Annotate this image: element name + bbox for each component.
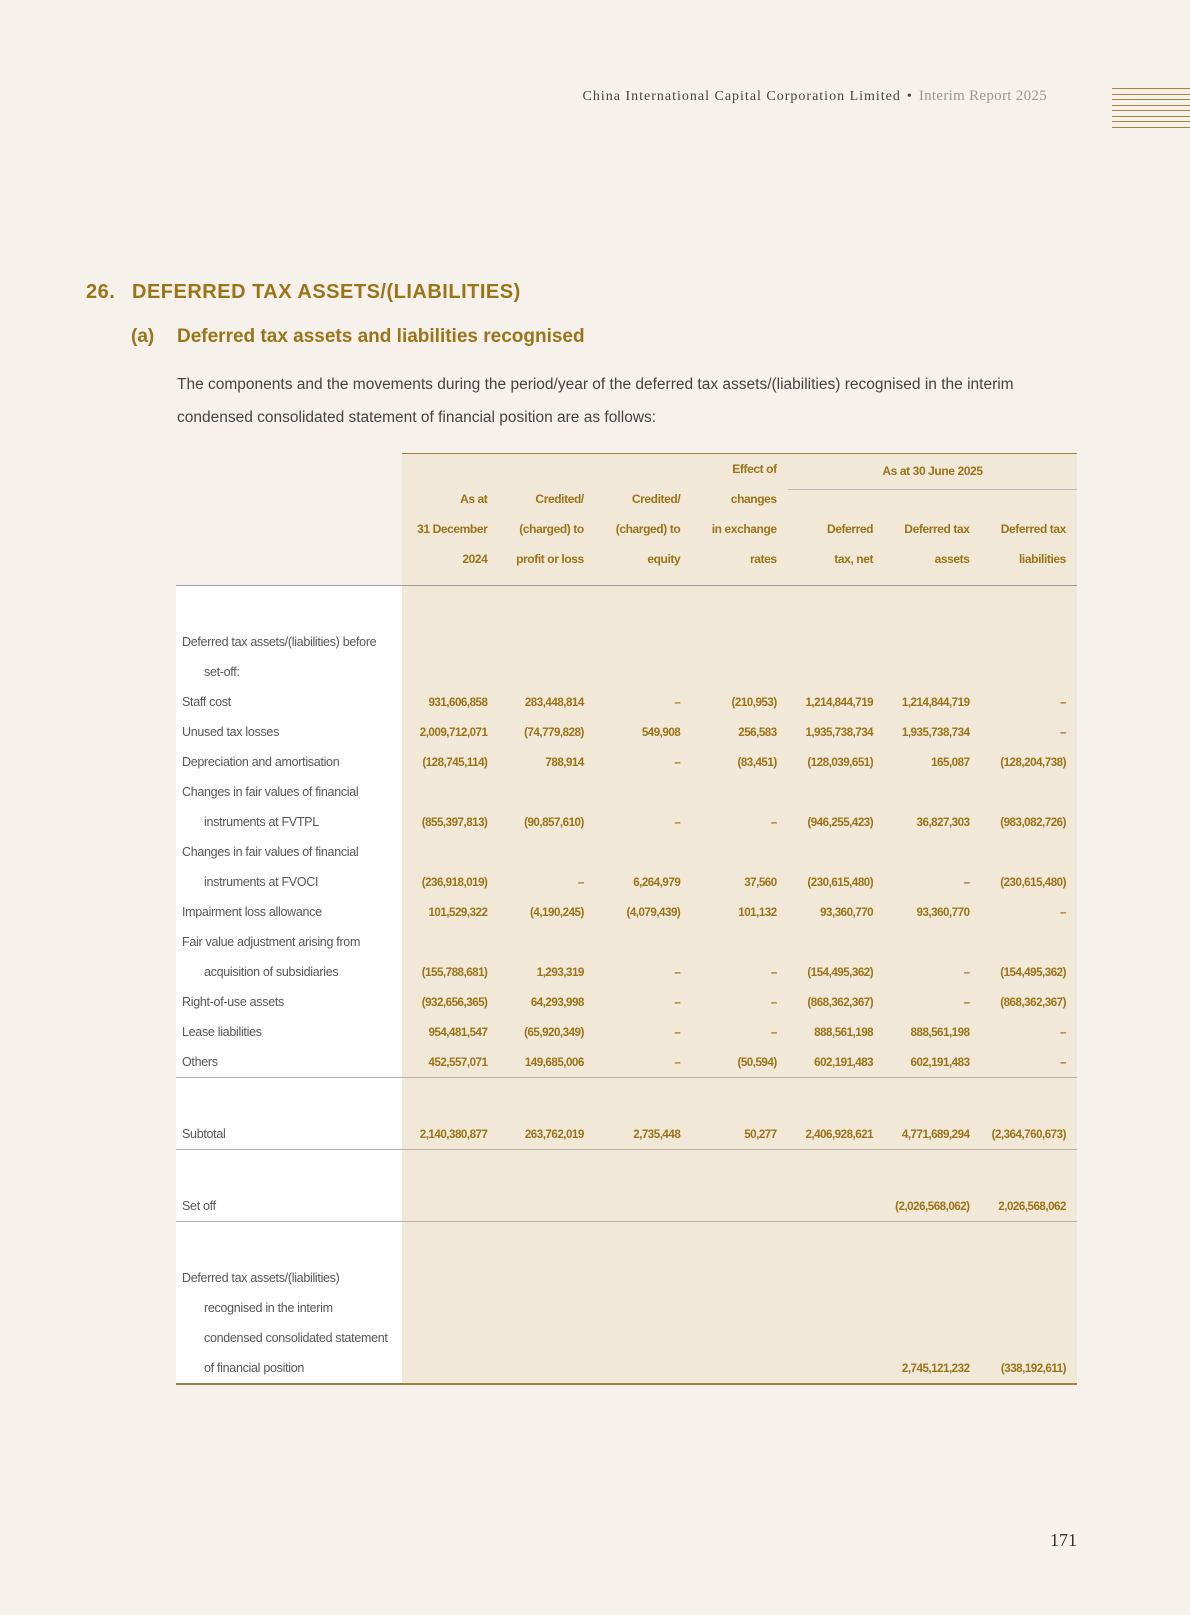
value-cell: 2,735,448	[633, 1127, 681, 1141]
value-cell: –	[963, 965, 970, 979]
company-name: China International Capital Corporation Limited	[582, 89, 901, 104]
value-cell: 149,685,006	[524, 1055, 584, 1069]
value-cell: –	[1060, 905, 1066, 919]
value-cell: 1,293,319	[536, 965, 584, 979]
value-cell: –	[577, 875, 584, 889]
row-label: Unused tax losses	[182, 725, 280, 739]
table-row	[176, 777, 1077, 807]
value-cell: –	[674, 695, 681, 709]
value-cell: 283,448,814	[524, 695, 584, 709]
value-cell: 36,827,303	[916, 815, 970, 829]
table-header	[176, 454, 1077, 586]
value-cell: 931,606,858	[428, 695, 488, 709]
row-label: recognised in the interim	[204, 1301, 333, 1315]
value-cell: (128,204,738)	[1000, 755, 1066, 769]
header-row	[176, 514, 1077, 544]
value-cell: –	[770, 1025, 777, 1039]
value-cell: –	[1060, 695, 1066, 709]
value-cell: 954,481,547	[428, 1025, 488, 1039]
subsection-heading	[131, 326, 585, 348]
row-label: of financial position	[204, 1361, 305, 1375]
value-cell: (338,192,611)	[1000, 1361, 1066, 1375]
column-header-cell: profit or loss	[516, 552, 584, 566]
column-header-cell: Credited/	[631, 492, 681, 506]
value-cell: 64,293,998	[530, 995, 584, 1009]
row-label: Others	[182, 1055, 218, 1069]
column-header-cell: in exchange	[711, 522, 777, 536]
value-cell: 602,191,483	[910, 1055, 970, 1069]
value-cell: (932,656,365)	[421, 995, 488, 1009]
report-name: Interim Report 2025	[918, 88, 1047, 104]
value-cell: (236,918,019)	[421, 875, 488, 889]
value-cell: –	[770, 995, 777, 1009]
column-header-cell: Deferred	[826, 522, 874, 536]
section-spacer	[176, 586, 1077, 627]
row-label: Right-of-use assets	[182, 995, 284, 1009]
table-row	[176, 1017, 1077, 1047]
row-label: Depreciation and amortisation	[182, 755, 340, 769]
value-cell: 37,560	[744, 875, 777, 889]
table-row	[176, 1323, 1077, 1353]
table-row	[176, 717, 1077, 747]
value-cell: (946,255,423)	[807, 815, 874, 829]
value-cell: –	[674, 1055, 681, 1069]
value-cell: –	[1060, 1025, 1066, 1039]
value-cell: (74,779,828)	[524, 725, 584, 739]
span-header-rule	[788, 489, 1077, 490]
value-cell: 2,140,380,877	[419, 1127, 488, 1141]
value-cell: 1,935,738,734	[901, 725, 970, 739]
column-header-cell: As at	[460, 492, 488, 506]
table-row	[176, 927, 1077, 957]
value-cell: (90,857,610)	[524, 815, 584, 829]
column-header-cell: 31 December	[417, 522, 488, 536]
value-cell: –	[770, 815, 777, 829]
intro-paragraph: The components and the movements during the period/year of the deferred tax assets/(liabilities) recognised in the interim condensed consolidated statement of financial position are as follows:	[177, 376, 1014, 426]
value-cell: (154,495,362)	[807, 965, 874, 979]
value-cell: –	[963, 875, 970, 889]
value-cell: –	[674, 1025, 681, 1039]
bullet-separator: •	[906, 89, 913, 104]
table-row	[176, 1191, 1077, 1222]
value-cell: (155,788,681)	[421, 965, 488, 979]
span-header-june-2025: As at 30 June 2025	[882, 464, 983, 478]
section-spacer	[176, 1222, 1077, 1263]
value-cell: 888,561,198	[814, 1025, 874, 1039]
section-spacer	[176, 1078, 1077, 1119]
value-cell: (210,953)	[731, 695, 777, 709]
row-label: Impairment loss allowance	[182, 905, 322, 919]
value-cell: (2,026,568,062)	[895, 1199, 970, 1213]
value-cell: (65,920,349)	[524, 1025, 584, 1039]
row-label: Deferred tax assets/(liabilities)	[182, 1271, 340, 1285]
value-cell: 101,529,322	[428, 905, 488, 919]
column-header-cell: Credited/	[535, 492, 584, 506]
value-cell: (154,495,362)	[1000, 965, 1066, 979]
column-header-cell: Effect of	[732, 462, 777, 476]
value-cell: 165,087	[931, 755, 970, 769]
value-cell: –	[674, 755, 681, 769]
value-cell: (83,451)	[737, 755, 777, 769]
subsection-title: Deferred tax assets and liabilities recognised	[177, 326, 585, 347]
value-cell: 1,935,738,734	[805, 725, 874, 739]
table-row	[176, 627, 1077, 657]
value-cell: –	[770, 965, 777, 979]
row-label: Changes in fair values of financial	[182, 785, 359, 799]
table-row	[176, 867, 1077, 897]
value-cell: (50,594)	[737, 1055, 777, 1069]
value-cell: 452,557,071	[428, 1055, 488, 1069]
value-cell: –	[674, 995, 681, 1009]
deferred-tax-table	[176, 453, 1077, 1385]
value-cell: –	[674, 815, 681, 829]
row-label: Set off	[182, 1199, 216, 1213]
row-label: Fair value adjustment arising from	[182, 935, 361, 949]
value-cell: (230,615,480)	[807, 875, 874, 889]
row-label: set-off:	[204, 665, 240, 679]
row-label: instruments at FVOCI	[204, 875, 319, 889]
subsection-number: (a)	[131, 326, 155, 347]
table-row	[176, 957, 1077, 987]
value-cell: 256,583	[738, 725, 777, 739]
value-cell: (868,362,367)	[807, 995, 874, 1009]
row-label: Subtotal	[182, 1127, 226, 1141]
value-cell: 93,360,770	[916, 905, 970, 919]
value-cell: (4,190,245)	[530, 905, 584, 919]
column-header-cell: liabilities	[1019, 552, 1066, 566]
column-header-cell: assets	[934, 552, 970, 566]
value-cell: 2,026,568,062	[998, 1199, 1066, 1213]
table-row	[176, 1353, 1077, 1385]
value-cell: 50,277	[744, 1127, 777, 1141]
value-cell: (983,082,726)	[1000, 815, 1066, 829]
value-cell: –	[674, 965, 681, 979]
value-cell: 2,406,928,621	[805, 1127, 874, 1141]
table-row	[176, 897, 1077, 927]
value-cell: (230,615,480)	[1000, 875, 1066, 889]
value-cell: 549,908	[641, 725, 681, 739]
table-row	[176, 837, 1077, 867]
value-cell: (128,039,651)	[807, 755, 874, 769]
table-row	[176, 1119, 1077, 1150]
value-cell: 602,191,483	[814, 1055, 874, 1069]
column-header-cell: (charged) to	[615, 522, 681, 536]
value-cell: 263,762,019	[524, 1127, 584, 1141]
value-cell: 1,214,844,719	[901, 695, 970, 709]
page-number: 171	[1050, 1530, 1077, 1550]
table-row	[176, 657, 1077, 687]
value-cell: 1,214,844,719	[805, 695, 874, 709]
column-header-cell: 2024	[462, 552, 488, 566]
value-cell: 101,132	[738, 905, 777, 919]
section-spacer	[176, 1150, 1077, 1191]
table-row	[176, 987, 1077, 1017]
column-header-cell: rates	[749, 552, 777, 566]
row-label: instruments at FVTPL	[204, 815, 319, 829]
table-row	[176, 807, 1077, 837]
column-header-cell: equity	[647, 552, 681, 566]
value-cell: 2,745,121,232	[901, 1361, 970, 1375]
value-cell: (2,364,760,673)	[991, 1127, 1066, 1141]
header-row	[176, 544, 1077, 574]
column-header-cell: Deferred tax	[1000, 522, 1066, 536]
column-header-cell: changes	[730, 492, 777, 506]
row-label: Deferred tax assets/(liabilities) before	[182, 635, 377, 649]
section-number: 26.	[86, 281, 116, 303]
running-header	[583, 88, 1047, 105]
column-header-cell: (charged) to	[519, 522, 584, 536]
value-cell: –	[1060, 1055, 1066, 1069]
value-cell: (4,079,439)	[626, 905, 681, 919]
row-label: Lease liabilities	[182, 1025, 262, 1039]
decorative-stripes	[1112, 88, 1190, 132]
row-label: Staff cost	[182, 695, 231, 709]
value-cell: –	[963, 995, 970, 1009]
value-cell: 93,360,770	[820, 905, 874, 919]
value-cell: –	[1060, 725, 1066, 739]
table-row	[176, 1293, 1077, 1323]
section-title: DEFERRED TAX ASSETS/(LIABILITIES)	[132, 281, 521, 303]
column-header-cell: Deferred tax	[904, 522, 970, 536]
column-header-cell: tax, net	[834, 552, 874, 566]
section-heading	[86, 281, 521, 304]
row-label: acquisition of subsidiaries	[204, 965, 339, 979]
value-cell: 2,009,712,071	[419, 725, 488, 739]
value-cell: 6,264,979	[633, 875, 681, 889]
value-cell: (128,745,114)	[422, 755, 488, 769]
value-cell: (868,362,367)	[1000, 995, 1066, 1009]
value-cell: 788,914	[545, 755, 584, 769]
table-row	[176, 1263, 1077, 1293]
row-label: condensed consolidated statement	[204, 1331, 388, 1345]
value-cell: 888,561,198	[910, 1025, 970, 1039]
table-row	[176, 747, 1077, 777]
value-cell: (855,397,813)	[421, 815, 488, 829]
row-label: Changes in fair values of financial	[182, 845, 359, 859]
table-row	[176, 687, 1077, 717]
value-cell: 4,771,689,294	[901, 1127, 970, 1141]
table-row	[176, 1047, 1077, 1078]
